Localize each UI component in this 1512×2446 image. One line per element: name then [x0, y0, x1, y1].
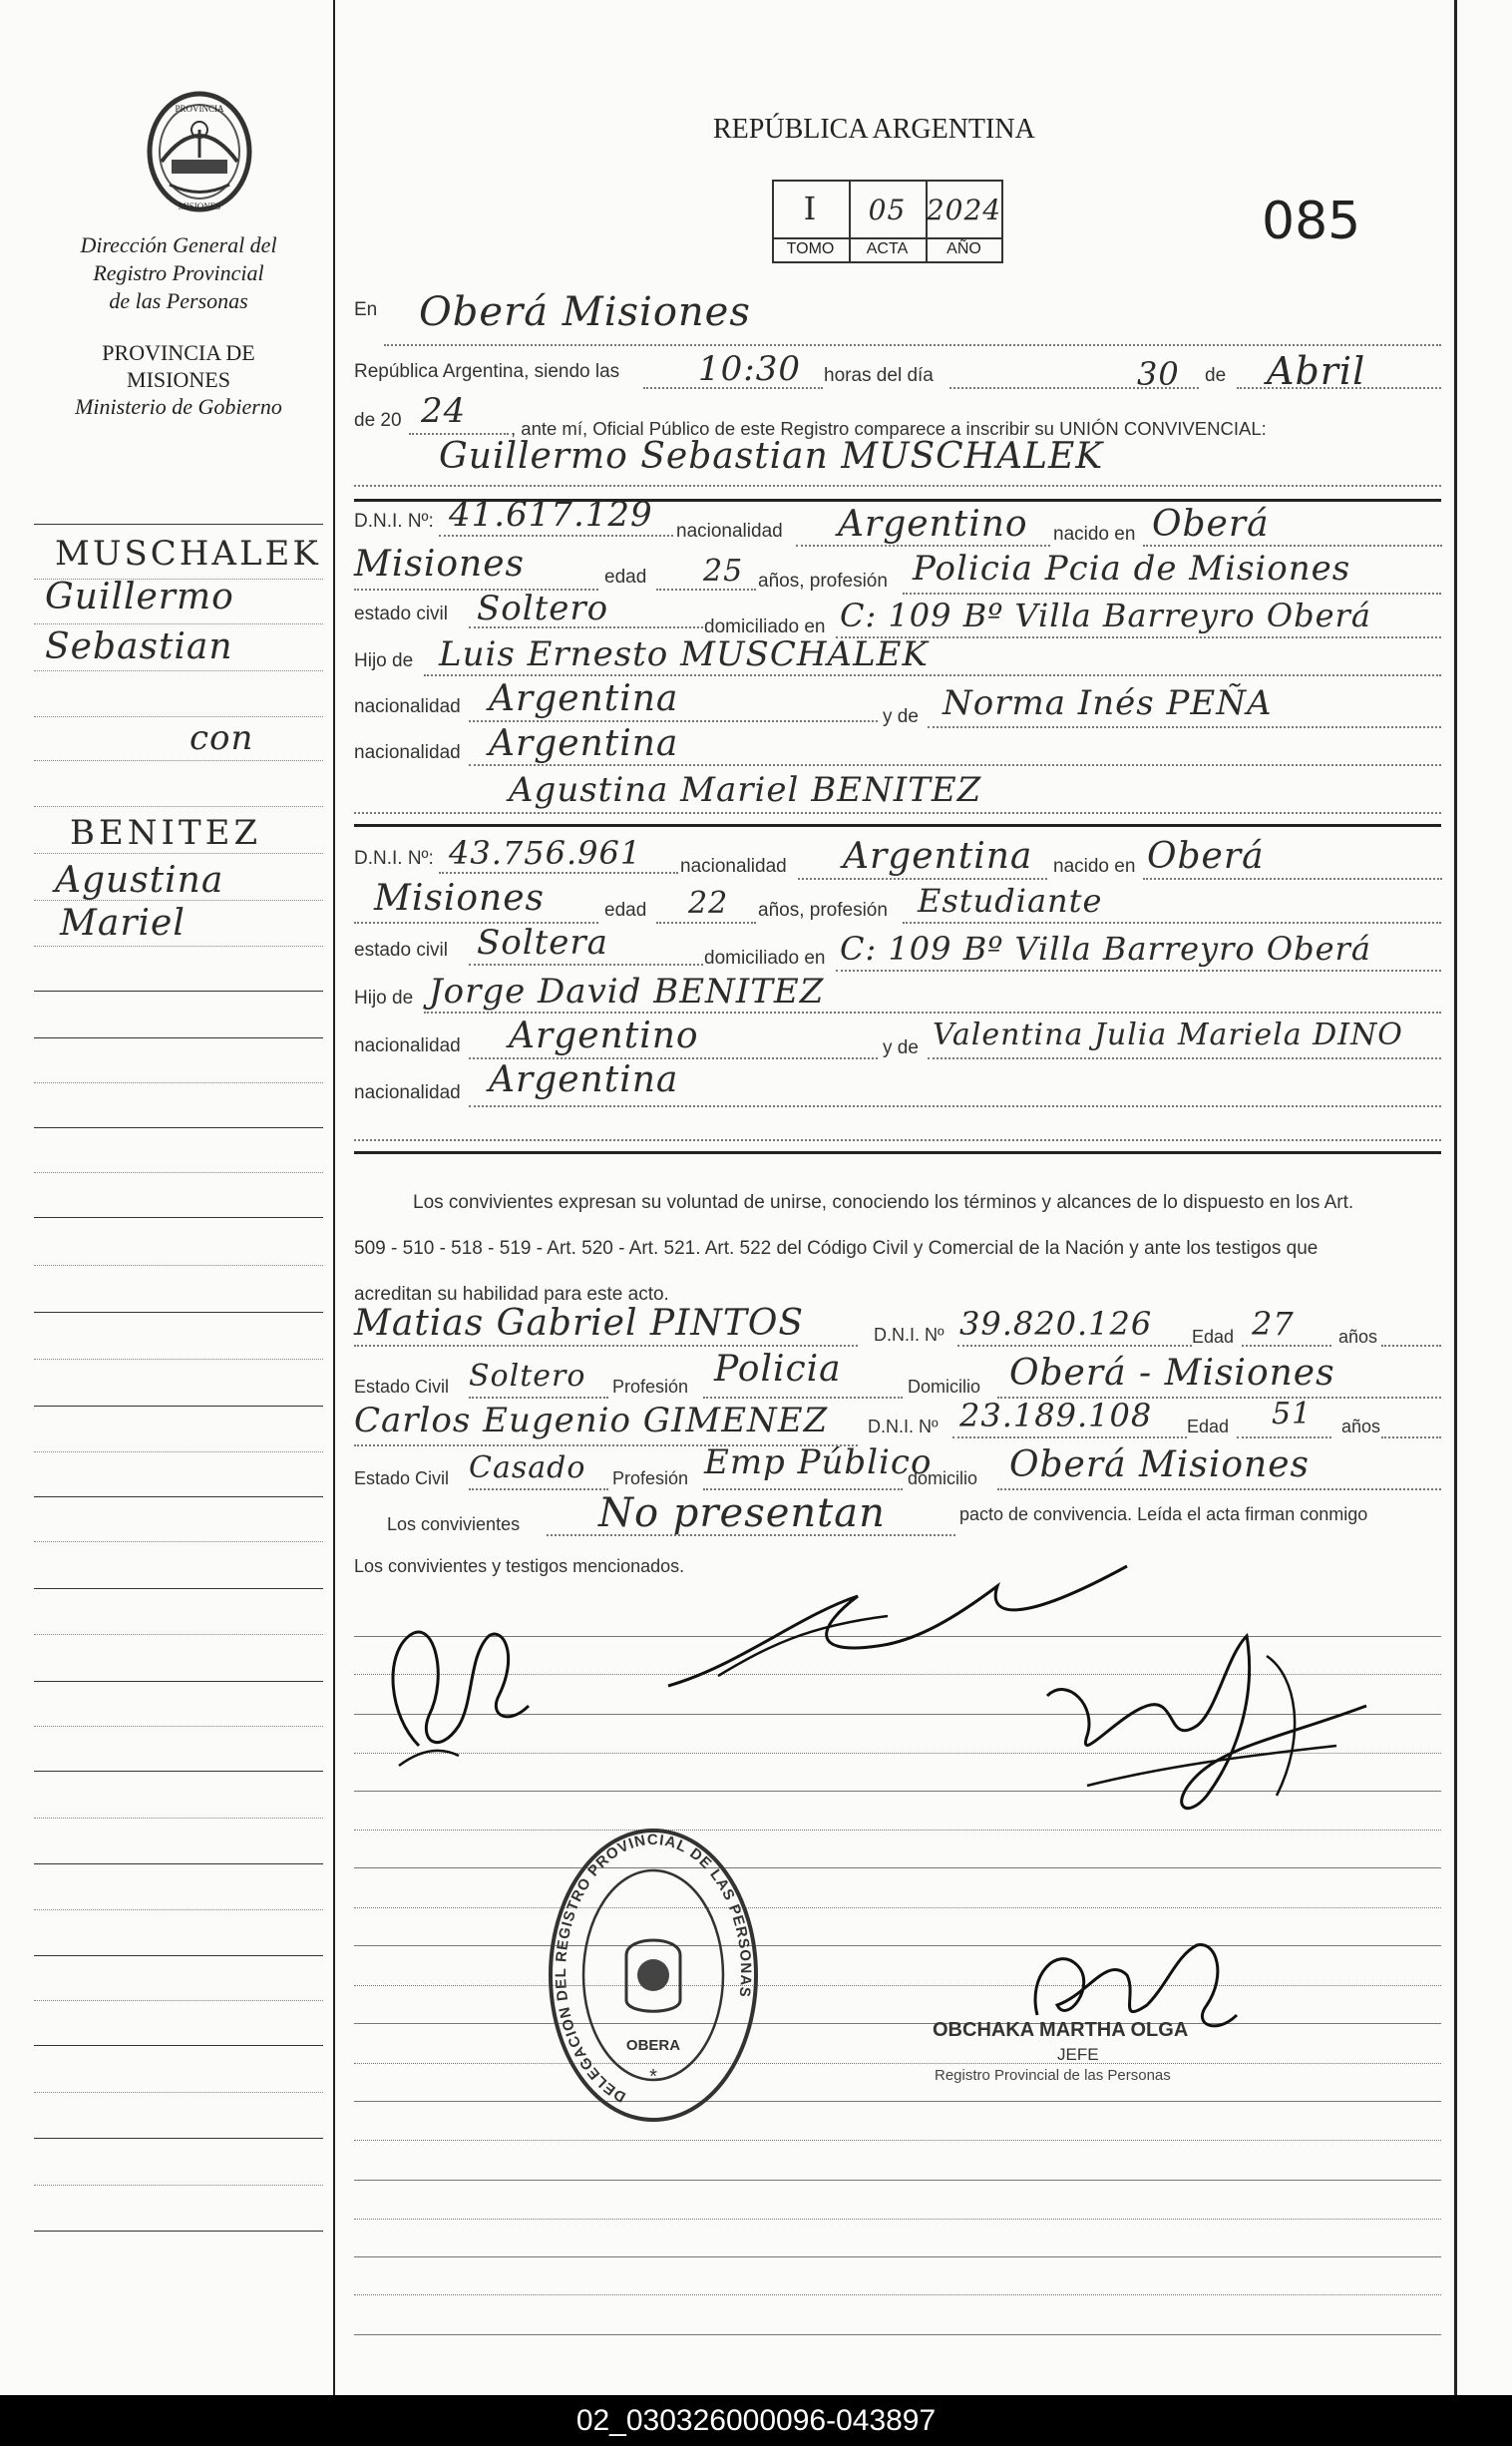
p1-mother-value: Norma Inés PEÑA: [943, 683, 1273, 723]
side-dots: [34, 760, 323, 761]
dots: [354, 1345, 858, 1347]
witness1-address: Oberá - Misiones: [1009, 1353, 1335, 1394]
logo-text-top: PROVINCIA: [175, 104, 224, 114]
side-rule: [34, 1082, 323, 1083]
official-title: JEFE: [1057, 2045, 1099, 2064]
signature-rule: [354, 1907, 1441, 1908]
p2-age-value: 22: [688, 886, 729, 921]
side-rule: [34, 1863, 323, 1864]
signature-rule: [354, 1945, 1441, 1946]
side-rule: [34, 2000, 323, 2001]
p1-address-label: domiciliado en: [704, 616, 826, 637]
p1-profession-label: años, profesión: [758, 571, 888, 592]
p1-and-of-label: y de: [883, 706, 919, 727]
dots: [796, 545, 1050, 547]
tomo-value: I: [803, 190, 818, 227]
right-margin-line: [1454, 0, 1457, 2395]
year-prefix: de 20: [354, 410, 402, 431]
dots: [469, 764, 1441, 766]
p2-father-nat-value: Argentino: [509, 1016, 699, 1056]
side-rule: [34, 2138, 323, 2139]
p1-profession-value: Policia Pcia de Misiones: [913, 549, 1351, 589]
margin-name-2: Sebastian: [45, 626, 233, 667]
direction-line-1: Dirección General del: [80, 232, 277, 257]
registry-stamp: [547, 1826, 761, 2125]
witness1-name: Matias Gabriel PINTOS: [354, 1303, 805, 1344]
witness1-civil: Soltero: [469, 1359, 586, 1394]
side-dots: [34, 853, 323, 854]
p2-address-value: C: 109 Bº Villa Barreyro Oberá: [840, 930, 1371, 968]
side-rule: [34, 2092, 323, 2093]
witness2-years-label: años: [1341, 1417, 1381, 1436]
witness2-name: Carlos Eugenio GIMENEZ: [354, 1401, 829, 1440]
p1-nationality-label: nacionalidad: [676, 521, 783, 542]
republic-label: República Argentina, siendo las: [354, 361, 620, 382]
side-rule: [34, 1496, 323, 1497]
side-rule: [34, 2185, 323, 2186]
hours-label: horas del día: [824, 365, 934, 386]
p1-mother-nat-label: nacionalidad: [354, 742, 461, 763]
witness1-age-label: Edad: [1192, 1327, 1235, 1347]
witness1-address-label: Domicilio: [908, 1377, 981, 1397]
signature-rule: [354, 1985, 1441, 1986]
p1-born-value-2: Misiones: [354, 544, 526, 585]
p1-father-nat-value: Argentina: [489, 678, 679, 719]
side-rule: [34, 991, 323, 992]
dots: [656, 589, 756, 591]
side-rule: [34, 2231, 323, 2232]
dots: [928, 726, 1441, 728]
witness2-dni-label: D.N.I. Nº: [868, 1417, 939, 1436]
dots: [928, 1057, 1441, 1059]
signature-rule: [354, 1867, 1441, 1868]
dots: [1381, 1345, 1441, 1347]
dots: [957, 1345, 1192, 1347]
signature-rule: [354, 2023, 1441, 2024]
dots: [703, 1397, 903, 1399]
dots: [952, 1436, 1187, 1438]
year-dots: [409, 433, 509, 435]
p2-born-value: Oberá: [1147, 836, 1265, 877]
side-rule: [34, 1588, 323, 1589]
p1-address-value: C: 109 Bº Villa Barreyro Oberá: [840, 597, 1371, 634]
witness1-profession: Policia: [714, 1349, 842, 1390]
side-rule: [34, 1451, 323, 1452]
side-rule: [34, 1818, 323, 1819]
dots: [997, 1488, 1441, 1490]
stamp-city: OBERA: [625, 2037, 681, 2054]
province-line-1: PROVINCIA DE: [102, 340, 255, 365]
logo-text-bottom: MISIONES: [178, 202, 221, 211]
side-rule: [34, 1541, 323, 1542]
signature-rule: [354, 2294, 1441, 2295]
dots: [1143, 878, 1442, 880]
signature-rule: [354, 2180, 1441, 2181]
pacto-text: pacto de convivencia. Leída el acta firman conmigo: [959, 1504, 1368, 1524]
dots: [469, 1397, 608, 1399]
signature-rule: [354, 2140, 1441, 2141]
dots: [836, 970, 1441, 972]
stamp-ring-text: DELEGACION DEL REGISTRO PROVINCIAL DE LAS PERSONAS: [553, 1831, 755, 2106]
side-dots: [34, 670, 323, 671]
witness1-civil-label: Estado Civil: [354, 1377, 450, 1397]
signature-rule: [354, 2101, 1441, 2102]
dots: [469, 720, 878, 722]
p1-father-nat-label: nacionalidad: [354, 696, 461, 717]
p1-dni-value: 41.617.129: [449, 495, 653, 535]
dots: [424, 1012, 1441, 1014]
side-rule: [34, 1955, 323, 1956]
direction-line-2: Registro Provincial: [93, 260, 264, 285]
signature-rule: [354, 2256, 1441, 2257]
p1-civil-value: Soltero: [477, 589, 609, 628]
p2-and-of-label: y de: [883, 1037, 919, 1058]
signature-rule: [354, 2334, 1441, 2335]
ante-text: , ante mí, Oficial Público de este Registro comparece a inscribir su UNIÓN CONVIVENCIAL:: [511, 418, 1267, 439]
dots: [798, 878, 1047, 880]
witness2-age: 51: [1272, 1397, 1313, 1431]
side-dots: [34, 623, 323, 624]
margin-surname-1: MUSCHALEK: [55, 534, 321, 574]
en-dots: [384, 344, 1441, 346]
signature-rule: [354, 2219, 1441, 2220]
province-line-2: MISIONES: [127, 367, 230, 392]
side-rule: [34, 2045, 323, 2046]
acta-value: 05: [868, 194, 907, 226]
dots: [469, 964, 703, 966]
place-value: Oberá Misiones: [419, 289, 751, 335]
side-rule: [34, 1634, 323, 1635]
witness1-years-label: años: [1338, 1327, 1378, 1347]
official-signature: [1017, 1915, 1247, 2075]
p2-civil-value: Soltera: [477, 923, 608, 963]
side-rule: [34, 1909, 323, 1910]
p1-age-value: 25: [703, 554, 744, 589]
official-name: OBCHAKA MARTHA OLGA: [933, 2019, 1189, 2041]
p1-nationality-value: Argentino: [838, 504, 1028, 545]
dots: [1242, 1345, 1331, 1347]
margin-name-1: Guillermo: [45, 577, 234, 617]
dots: [469, 1488, 608, 1490]
dots: [439, 535, 673, 537]
p2-profession-label: años, profesión: [758, 900, 888, 921]
margin-surname-2: BENITEZ: [70, 813, 262, 853]
dots: [424, 674, 1441, 676]
side-dots: [34, 946, 323, 947]
p2-father-value: Jorge David BENITEZ: [429, 972, 825, 1012]
ministry-label: Ministerio de Gobierno: [75, 394, 282, 419]
witness2-address-label: domicilio: [908, 1468, 978, 1488]
p1-dni-label: D.N.I. Nº:: [354, 511, 434, 532]
witness1-dni: 39.820.126: [959, 1305, 1153, 1343]
signature-rule: [354, 2063, 1441, 2064]
de-label: de: [1205, 365, 1227, 386]
hour-value: 10:30: [698, 349, 801, 389]
p1-father-value: Luis Ernesto MUSCHALEK: [439, 634, 929, 674]
witness1-profession-label: Profesión: [612, 1377, 689, 1397]
dots: [1381, 1436, 1441, 1438]
side-rule: [34, 1771, 323, 1772]
dots: [903, 593, 1441, 595]
anio-value: 2024: [926, 194, 1002, 226]
misiones-shield-logo: [140, 90, 259, 219]
p1-born-value: Oberá: [1152, 504, 1270, 545]
closing-text: Los convivientes y testigos mencionados.: [354, 1556, 685, 1576]
margin-connector: con: [189, 718, 254, 758]
p2-dni-value: 43.756.961: [449, 834, 642, 872]
side-rule: [34, 1406, 323, 1407]
document-code-bar: 02_030326000096-043897: [0, 2395, 1512, 2446]
side-rule: [34, 1359, 323, 1360]
signature-3: [1027, 1616, 1386, 1835]
tomo-acta-box: [772, 180, 1003, 263]
year-value: 24: [421, 391, 467, 431]
p1-born-label: nacido en: [1053, 524, 1136, 545]
margin-name-3: Agustina: [55, 860, 224, 901]
name2-dots: [354, 812, 1441, 814]
side-rule: [34, 1037, 323, 1038]
declaration-line-1: Los convivientes expresan su voluntad de unirse, conociendo los términos y alcances de lo dispuesto en los Art.: [413, 1192, 1354, 1213]
p2-nationality-value: Argentina: [843, 836, 1033, 877]
p2-profession-value: Estudiante: [918, 882, 1103, 920]
stamp-star-icon: *: [649, 2066, 657, 2088]
tomo-label: TOMO: [786, 240, 835, 257]
p1-age-label: edad: [604, 567, 647, 588]
en-label: En: [354, 299, 378, 320]
witness2-address: Oberá Misiones: [1009, 1444, 1310, 1485]
name1-dots: [354, 485, 1441, 487]
p1-civil-label: estado civil: [354, 604, 448, 624]
dots: [656, 922, 756, 924]
p2-dni-label: D.N.I. Nº:: [354, 848, 434, 869]
dots: [469, 1105, 1441, 1107]
p2-born-label: nacido en: [1053, 856, 1136, 877]
p2-mother-value: Valentina Julia Mariela DINO: [933, 1018, 1403, 1052]
side-rule: [34, 1312, 323, 1313]
witness2-civil-label: Estado Civil: [354, 1468, 450, 1488]
p2-age-label: edad: [604, 900, 647, 921]
sidebar-divider: [333, 0, 335, 2395]
day-value: 30: [1137, 355, 1180, 393]
side-rule: [34, 524, 323, 525]
convivientes-label: Los convivientes: [387, 1514, 521, 1534]
witness1-dni-label: D.N.I. Nº: [874, 1325, 945, 1345]
sidebar: [0, 0, 333, 2395]
person2-fullname: Agustina Mariel BENITEZ: [509, 770, 982, 810]
declaration-line-2: 509 - 510 - 518 - 519 - Art. 520 - Art. 521. Art. 522 del Código Civil y Comercial de la Nación y ante los testigos que: [354, 1238, 1319, 1259]
dots: [1237, 1436, 1331, 1438]
side-dots: [34, 806, 323, 807]
side-rule: [34, 1127, 323, 1128]
witness2-dni: 23.189.108: [959, 1397, 1153, 1434]
witness1-age: 27: [1252, 1305, 1295, 1343]
month-value: Abril: [1267, 349, 1366, 393]
side-rule: [34, 1681, 323, 1682]
section-rule: [354, 824, 1441, 827]
official-office: Registro Provincial de las Personas: [935, 2067, 1171, 2084]
declaration-line-3: acreditan su habilidad para este acto.: [354, 1284, 669, 1305]
p2-nationality-label: nacionalidad: [680, 856, 787, 877]
section-rule: [354, 1151, 1441, 1154]
dots: [1143, 545, 1442, 547]
acta-number: 085: [1262, 192, 1361, 251]
margin-name-4: Mariel: [60, 903, 186, 944]
signature-1: [379, 1596, 539, 1776]
p2-civil-label: estado civil: [354, 940, 448, 961]
pacto-value: No presentan: [598, 1490, 886, 1536]
p2-address-label: domiciliado en: [704, 948, 826, 969]
country-title: REPÚBLICA ARGENTINA: [713, 114, 1035, 145]
witness2-civil: Casado: [469, 1450, 586, 1485]
witness2-age-label: Edad: [1187, 1417, 1230, 1436]
person1-fullname: Guillermo Sebastian MUSCHALEK: [439, 436, 1104, 477]
dots: [354, 1139, 1441, 1141]
p2-child-of-label: Hijo de: [354, 988, 414, 1009]
witness2-profession: Emp Público: [704, 1442, 933, 1482]
witness2-profession-label: Profesión: [612, 1468, 689, 1488]
p1-mother-nat-value: Argentina: [489, 723, 679, 764]
side-rule: [34, 1217, 323, 1218]
p2-mother-nat-value: Argentina: [489, 1059, 679, 1100]
direction-line-3: de las Personas: [109, 288, 248, 313]
side-dots: [34, 716, 323, 717]
p1-child-of-label: Hijo de: [354, 650, 414, 671]
side-rule: [34, 1172, 323, 1173]
dots: [439, 872, 678, 874]
p2-born-value-2: Misiones: [374, 878, 546, 919]
side-rule: [34, 1265, 323, 1266]
anio-label: AÑO: [946, 240, 981, 257]
acta-label: ACTA: [866, 240, 909, 257]
p2-mother-nat-label: nacionalidad: [354, 1082, 461, 1103]
side-rule: [34, 1726, 323, 1727]
dots: [903, 922, 1441, 924]
p2-father-nat-label: nacionalidad: [354, 1035, 461, 1056]
